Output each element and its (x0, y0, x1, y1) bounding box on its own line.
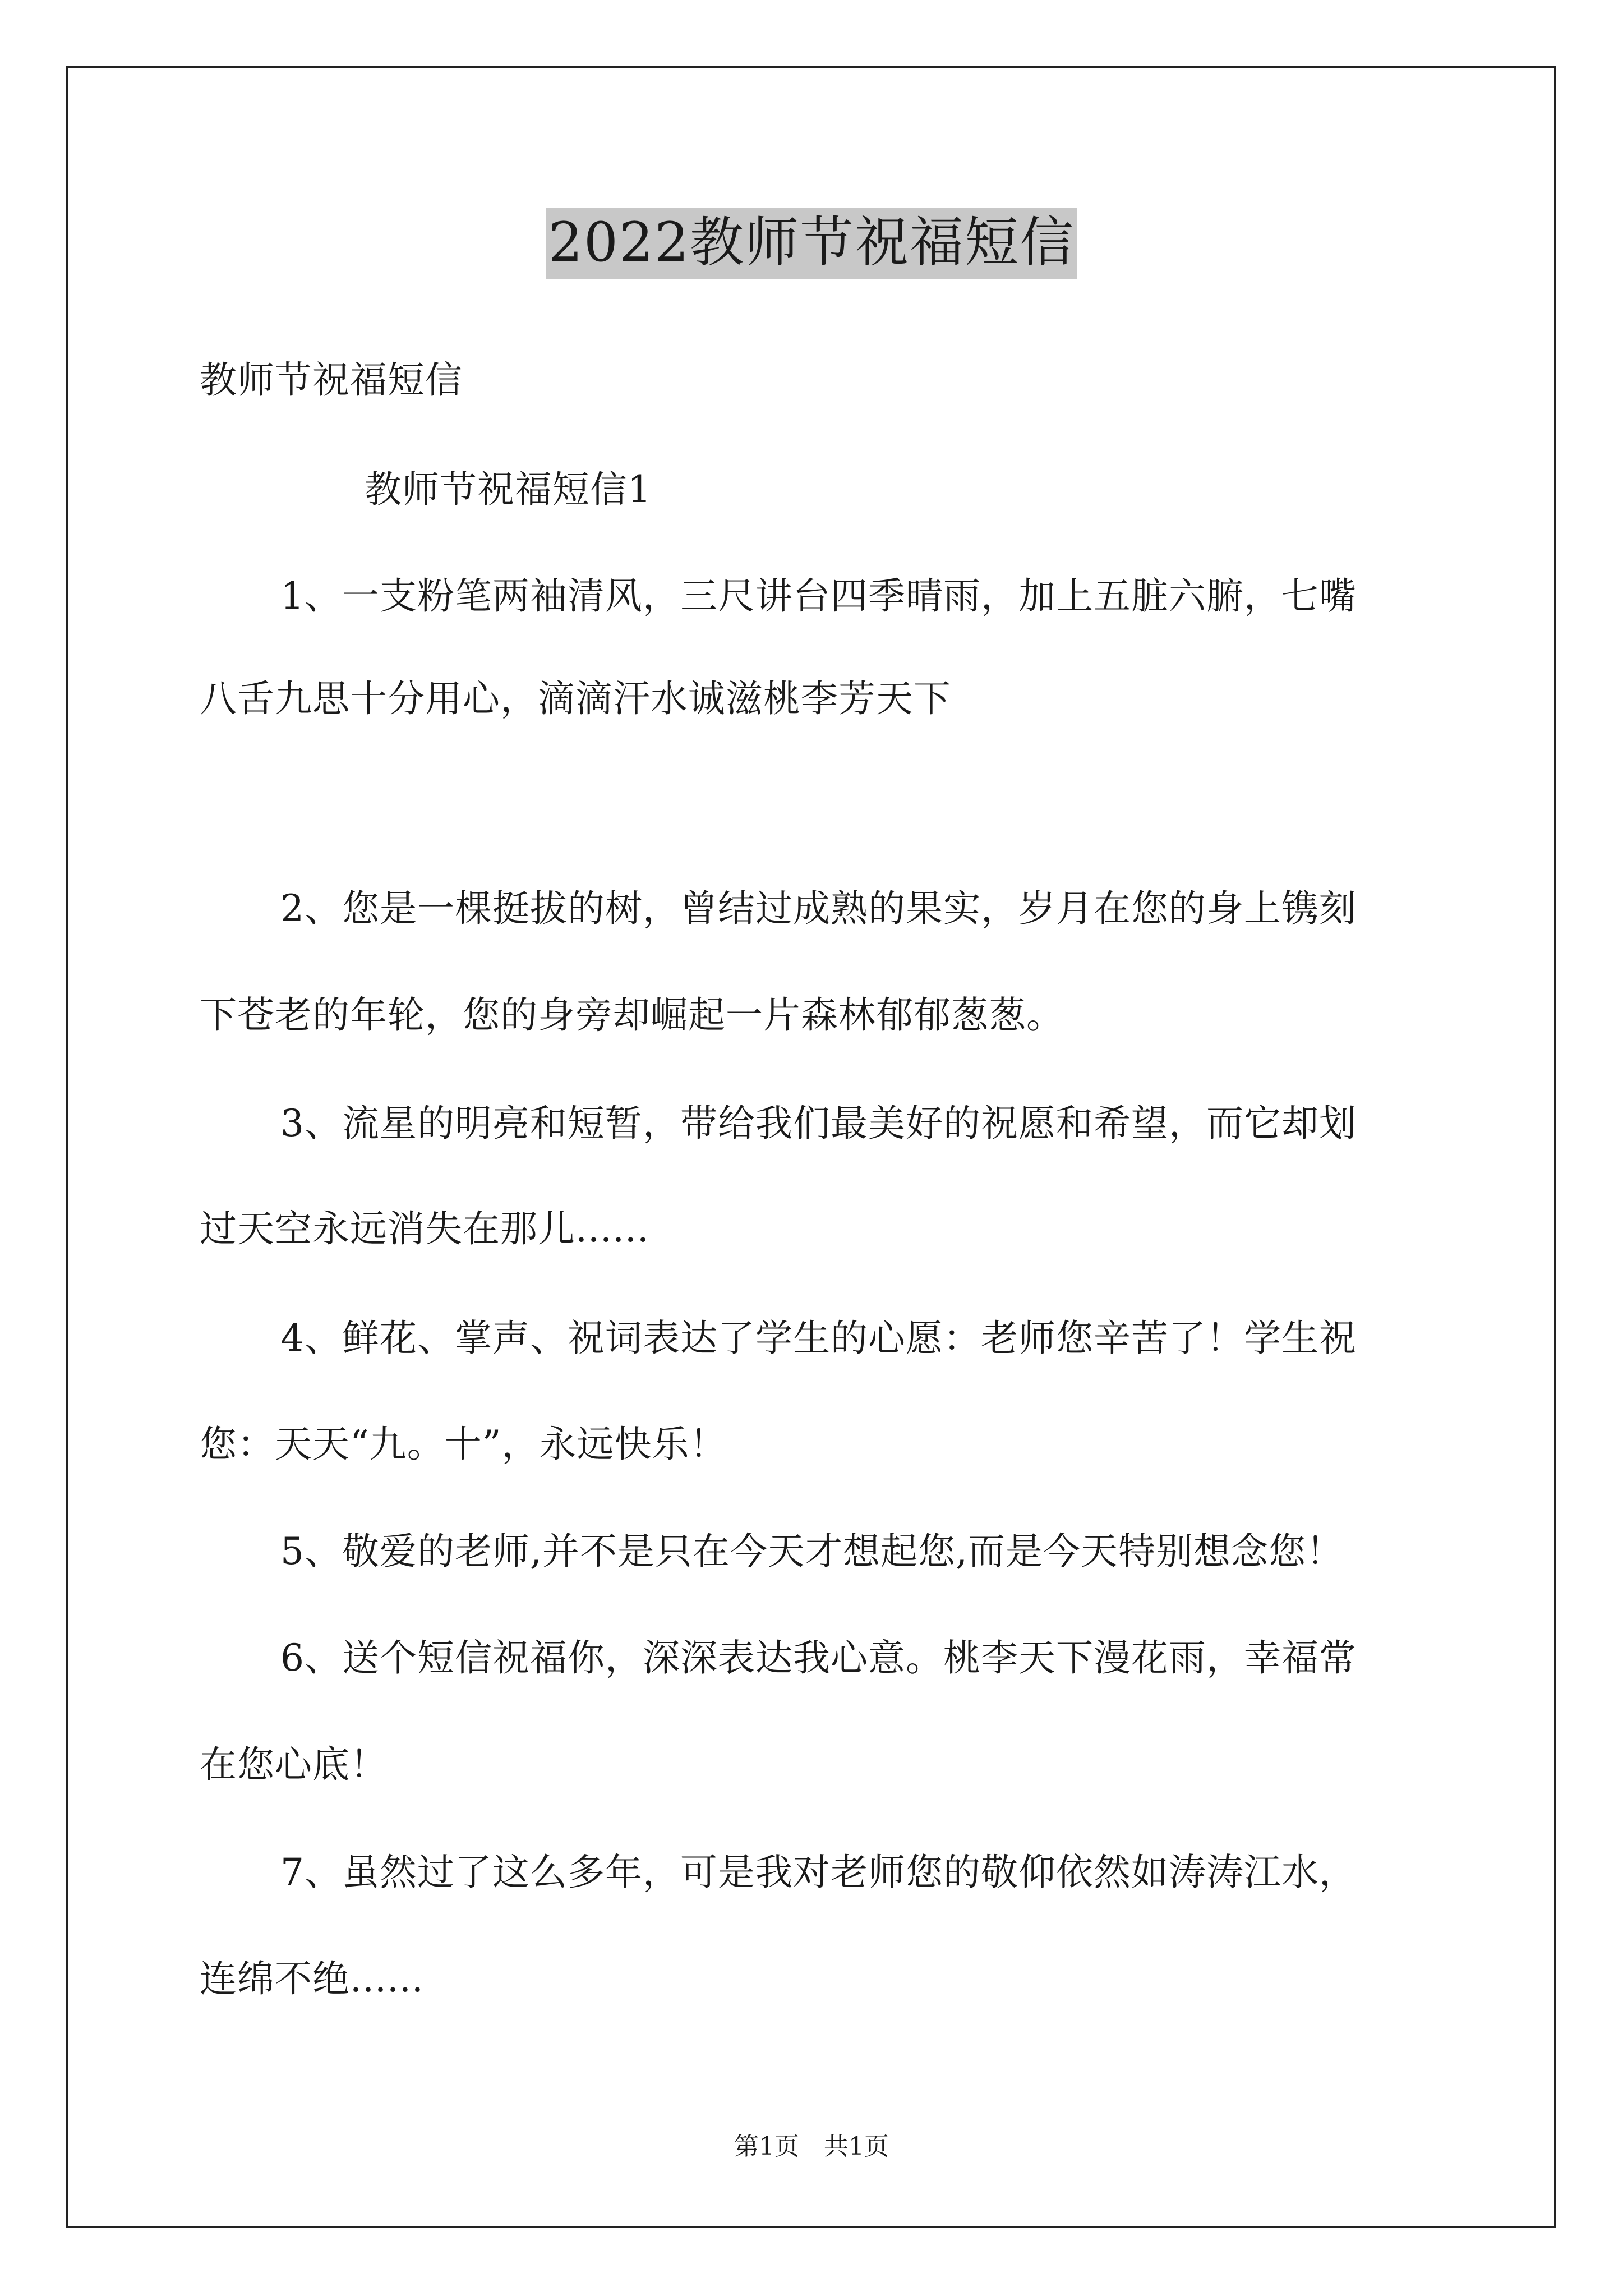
paragraph-3-line-2: 过天空永远消失在那儿...... (200, 1207, 649, 1250)
paragraph-3-line-1: 3、流星的明亮和短暂，带给我们最美好的祝愿和希望，而它却划 (280, 1102, 1357, 1145)
document-subtitle: 教师节祝福短信 (200, 358, 463, 402)
document-title-text: 2022教师节祝福短信 (546, 208, 1077, 279)
paragraph-6-line-1: 6、送个短信祝福你，深深表达我心意。桃李天下漫花雨，幸福常 (280, 1636, 1357, 1680)
paragraph-1-line-1: 1、一支粉笔两袖清风，三尺讲台四季晴雨，加上五脏六腑，七嘴 (280, 574, 1357, 618)
section-heading: 教师节祝福短信1 (365, 468, 652, 511)
paragraph-7-line-2: 连绵不绝...... (200, 1957, 424, 2000)
paragraph-6-line-2: 在您心底！ (200, 1743, 388, 1786)
paragraph-7-line-1: 7、虽然过了这么多年，可是我对老师您的敬仰依然如涛涛江水， (280, 1851, 1357, 1894)
page-footer: 第1页 共1页 (734, 2132, 889, 2161)
paragraph-2-line-2: 下苍老的年轮，您的身旁却崛起一片森林郁郁葱葱。 (200, 993, 1064, 1037)
document-title (0, 208, 1623, 279)
paragraph-1-line-2: 八舌九思十分用心，滴滴汗水诚滋桃李芳天下 (200, 677, 951, 720)
paragraph-4-line-2: 您：天天“九。十”，永远快乐！ (200, 1423, 727, 1466)
paragraph-2-line-1: 2、您是一棵挺拔的树，曾结过成熟的果实，岁月在您的身上镌刻 (280, 887, 1357, 930)
paragraph-5-line-1: 5、敬爱的老师,并不是只在今天才想起您,而是今天特别想念您！ (280, 1530, 1344, 1573)
paragraph-4-line-1: 4、鲜花、掌声、祝词表达了学生的心愿：老师您辛苦了！学生祝 (280, 1317, 1357, 1360)
